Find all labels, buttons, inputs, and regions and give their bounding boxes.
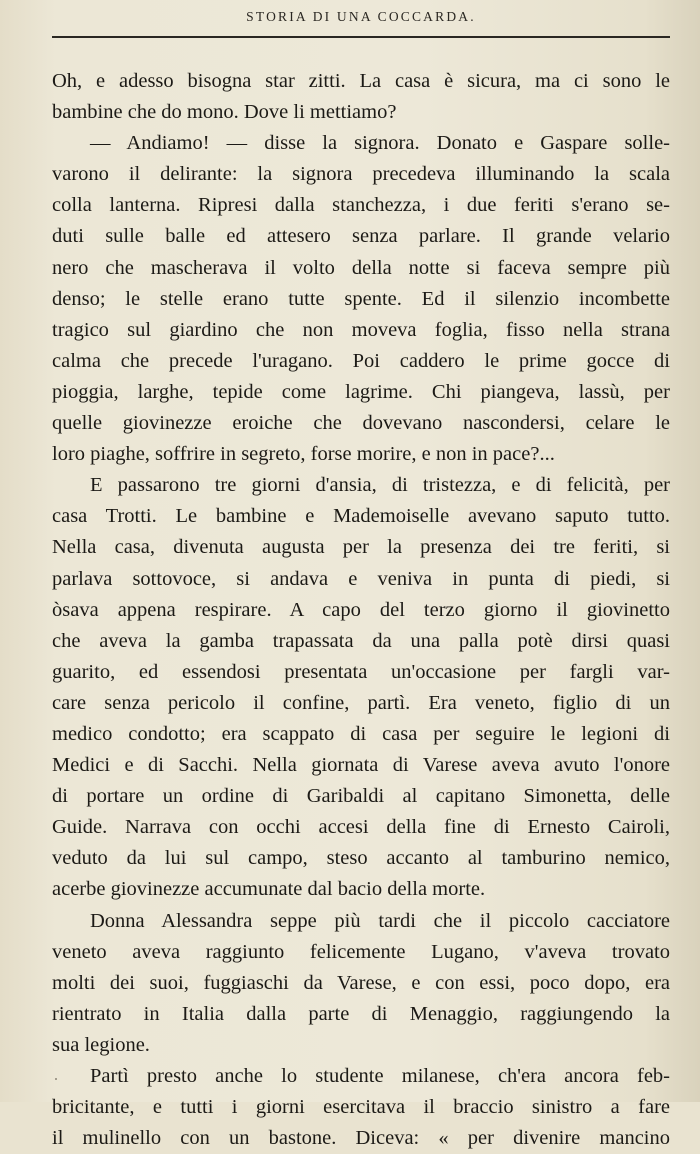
text-line: denso; le stelle erano tutte spente. Ed il silenzio incombette	[52, 287, 670, 310]
text-line: quelle giovinezze eroiche che dovevano nascondersi, celare le	[52, 412, 670, 435]
body-text	[52, 66, 670, 1154]
text-line: nero che mascherava il volto della notte si faceva sempre più	[52, 256, 670, 279]
text-line: Oh, e adesso bisogna star zitti. La casa è sicura, ma ci sono le	[52, 70, 670, 92]
text-line: òsava appena respirare. A capo del terzo giorno il giovinetto	[52, 598, 670, 621]
text-line: casa Trotti. Le bambine e Mademoiselle avevano saputo tutto.	[52, 505, 670, 528]
text-line: guarito, ed essendosi presentata un'occasione per fargli var-	[52, 660, 670, 683]
text-line: E passarono tre giorni d'ansia, di tristezza, e di felicità, per	[90, 474, 670, 497]
text-line: varono il delirante: la signora precedeva illuminando la scala	[52, 163, 670, 186]
text-line: medico condotto; era scappato di casa per seguire le legioni di	[52, 722, 670, 745]
text-line: care senza pericolo il confine, partì. Era veneto, figlio di un	[52, 691, 670, 714]
text-line: bambine che do mono. Dove li mettiamo?	[52, 101, 397, 124]
text-line: veduto da lui sul campo, steso accanto al tamburino nemico,	[52, 847, 670, 870]
text-line: tragico sul giardino che non moveva foglia, fisso nella strana	[52, 318, 670, 341]
text-line: molti dei suoi, fuggiaschi da Varese, e con essi, poco dopo, era	[52, 971, 670, 994]
paragraph	[52, 128, 670, 470]
text-line: Medici e di Sacchi. Nella giornata di Varese aveva avuto l'onore	[52, 754, 670, 777]
paper-speck	[55, 1078, 57, 1080]
text-line: colla lanterna. Ripresi dalla stanchezza, i due feriti s'erano se-	[52, 194, 670, 217]
running-head: STORIA DI UNA COCCARDA.	[246, 9, 476, 24]
text-line: sua legione.	[52, 1033, 150, 1056]
text-line: veneto aveva raggiunto felicemente Lugano, v'aveva trovato	[52, 940, 670, 963]
paragraph	[52, 906, 670, 1061]
text-line: loro piaghe, soffrire in segreto, forse morire, e non in pace?...	[52, 443, 555, 466]
text-line: che aveva la gamba trapassata da una palla potè dirsi quasi	[52, 629, 670, 652]
text-line: il mulinello con un bastone. Diceva: « per divenire mancino	[52, 1127, 670, 1150]
text-line: calma che precede l'uragano. Poi caddero le prime gocce di	[52, 349, 670, 372]
paragraph	[52, 66, 670, 128]
text-line: acerbe giovinezze accumunate dal bacio della morte.	[52, 878, 486, 901]
text-line: Nella casa, divenuta augusta per la presenza dei tre feriti, si	[52, 536, 670, 559]
text-line: parlava sottovoce, si andava e veniva in punta di piedi, si	[52, 567, 670, 590]
text-line: Guide. Narrava con occhi accesi della fine di Ernesto Cairoli,	[52, 816, 670, 839]
paragraph	[52, 470, 670, 905]
text-line: Partì presto anche lo studente milanese, ch'era ancora feb-	[90, 1065, 670, 1087]
text-line: bricitante, e tutti i giorni esercitava il braccio sinistro a fare	[52, 1096, 670, 1119]
text-line: di portare un ordine di Garibaldi al capitano Simonetta, delle	[52, 785, 670, 808]
text-line: Donna Alessandra seppe più tardi che il piccolo cacciatore	[90, 909, 670, 932]
paragraph	[52, 1061, 670, 1154]
text-line: rientrato in Italia dalla parte di Menaggio, raggiungendo la	[52, 1002, 670, 1025]
header-rule	[52, 36, 670, 38]
text-line: — Andiamo! — disse la signora. Donato e Gaspare solle-	[90, 132, 670, 155]
text-line: pioggia, larghe, tepide come lagrime. Chi piangeva, lassù, per	[52, 380, 670, 403]
text-line: duti sulle balle ed attesero senza parlare. Il grande velario	[52, 225, 670, 248]
